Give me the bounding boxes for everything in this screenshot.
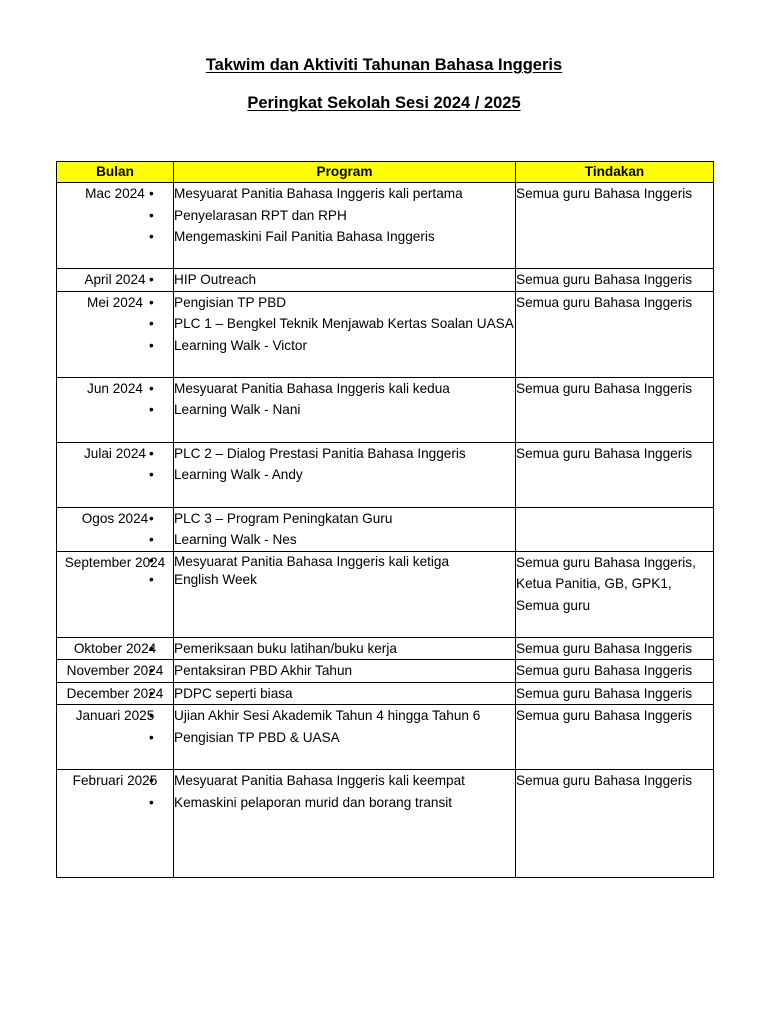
list-item: • Mengemaskini Fail Panitia Bahasa Inggeris (174, 226, 515, 248)
bulan-cell: Ogos 2024 (57, 507, 174, 551)
program-list (174, 508, 515, 551)
list-item: • Learning Walk - Nes (174, 529, 515, 551)
tindakan-cell: Semua guru Bahasa Inggeris (516, 705, 714, 770)
table-row (57, 637, 714, 660)
program-list (174, 443, 515, 486)
program-list (174, 378, 515, 421)
list-item: • Kemaskini pelaporan murid dan borang transit (174, 792, 515, 814)
list-item: • PDPC seperti biasa (174, 683, 515, 705)
tindakan-line: Semua guru Bahasa Inggeris, (516, 554, 696, 570)
program-cell (174, 682, 516, 705)
tindakan-cell: Semua guru Bahasa Inggeris (516, 442, 714, 507)
tindakan-line: Ketua Panitia, GB, GPK1, (516, 576, 672, 591)
program-cell (174, 660, 516, 683)
list-item: • Mesyuarat Panitia Bahasa Inggeris kali pertama (174, 183, 515, 205)
program-cell (174, 377, 516, 442)
takwim-table (56, 161, 714, 878)
table-row (57, 269, 714, 292)
program-cell (174, 507, 516, 551)
document-subtitle: Peringkat Sekolah Sesi 2024 / 2025 (247, 94, 521, 112)
header-tindakan: Tindakan (516, 162, 714, 183)
list-item: • Pemeriksaan buku latihan/buku kerja (174, 638, 515, 660)
list-item: • PLC 3 – Program Peningkatan Guru (174, 508, 515, 530)
program-list (174, 183, 515, 248)
tindakan-cell: Semua guru Bahasa Inggeris (516, 377, 714, 442)
tindakan-cell: Semua guru Bahasa Inggeris (516, 660, 714, 683)
program-cell (174, 269, 516, 292)
tindakan-line: Semua guru (516, 597, 591, 613)
program-list (174, 705, 515, 748)
program-cell (174, 291, 516, 377)
tindakan-cell: Semua guru Bahasa Inggeris (516, 637, 714, 660)
program-cell (174, 551, 516, 637)
list-item: • Penyelarasan RPT dan RPH (174, 205, 515, 227)
tindakan-cell (516, 507, 714, 551)
program-cell (174, 637, 516, 660)
list-item: • Mesyuarat Panitia Bahasa Inggeris kali ketiga (174, 552, 515, 571)
list-item: • PLC 1 – Bengkel Teknik Menjawab Kertas Soalan UASA (174, 313, 515, 335)
program-list (174, 638, 515, 660)
table-row (57, 507, 714, 551)
tindakan-cell (516, 551, 714, 637)
tindakan-cell: Semua guru Bahasa Inggeris (516, 183, 714, 269)
header-bulan: Bulan (57, 162, 174, 183)
list-item: • Mesyuarat Panitia Bahasa Inggeris kali keempat (174, 770, 515, 792)
table-row (57, 377, 714, 442)
header-program: Program (174, 162, 516, 183)
program-cell (174, 183, 516, 269)
list-item: • Learning Walk - Andy (174, 464, 515, 486)
program-list (174, 770, 515, 813)
table-row (57, 660, 714, 683)
program-list (174, 552, 515, 589)
program-cell (174, 442, 516, 507)
bulan-cell: Februari 2025 (57, 770, 174, 878)
bulan-cell: Jun 2024 (57, 377, 174, 442)
table-row (57, 442, 714, 507)
list-item: • Ujian Akhir Sesi Akademik Tahun 4 hingga Tahun 6 (174, 705, 515, 727)
table-row (57, 770, 714, 878)
bulan-cell: September 2024 (57, 551, 174, 637)
list-item: • Pentaksiran PBD Akhir Tahun (174, 660, 515, 682)
list-item: • Pengisian TP PBD & UASA (174, 727, 515, 749)
tindakan-cell: Semua guru Bahasa Inggeris (516, 770, 714, 878)
tindakan-cell: Semua guru Bahasa Inggeris (516, 269, 714, 292)
document-title: Takwim dan Aktiviti Tahunan Bahasa Inggeris (205, 56, 563, 74)
bulan-cell: Mac 2024 (57, 183, 174, 269)
table-row (57, 705, 714, 770)
list-item: • PLC 2 – Dialog Prestasi Panitia Bahasa Inggeris (174, 443, 515, 465)
table-header-row (57, 162, 714, 183)
list-item: • English Week (174, 571, 515, 589)
program-cell (174, 770, 516, 878)
list-item: • HIP Outreach (174, 269, 515, 291)
bulan-cell: November 2024 (57, 660, 174, 683)
list-item: • Mesyuarat Panitia Bahasa Inggeris kali kedua (174, 378, 515, 400)
bulan-cell: Oktober 2024 (57, 637, 174, 660)
table-row (57, 183, 714, 269)
bulan-cell: December 2024 (57, 682, 174, 705)
program-cell (174, 705, 516, 770)
program-list (174, 292, 515, 357)
bulan-cell: Januari 2025 (57, 705, 174, 770)
bulan-cell: Mei 2024 (57, 291, 174, 377)
table-row (57, 551, 714, 637)
list-item: • Learning Walk - Nani (174, 399, 515, 421)
program-list (174, 683, 515, 705)
tindakan-cell: Semua guru Bahasa Inggeris (516, 291, 714, 377)
bulan-cell: April 2024 (57, 269, 174, 292)
table-row (57, 682, 714, 705)
program-list (174, 269, 515, 291)
list-item: • Learning Walk - Victor (174, 335, 515, 357)
list-item: • Pengisian TP PBD (174, 292, 515, 314)
program-list (174, 660, 515, 682)
bulan-cell: Julai 2024 (57, 442, 174, 507)
tindakan-cell: Semua guru Bahasa Inggeris (516, 682, 714, 705)
table-row (57, 291, 714, 377)
